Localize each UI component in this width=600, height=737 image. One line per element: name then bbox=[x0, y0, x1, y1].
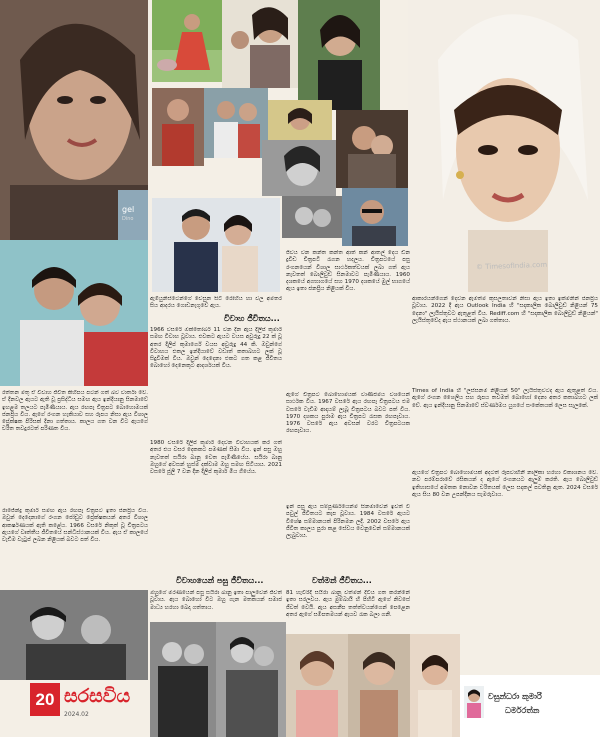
photo-woman-red-dress bbox=[152, 88, 204, 166]
article-text-center-2: ඇගේ චිත්‍රපට බොහොමයක් වාණිජමය වශයෙන් සාර්ථක විය. 1967 වසරේ ඇය රඟපෑ චිත්‍රපටය එම වසරේ වැඩිම ආදායම් ලැබූ චිත්‍රපටය බවට පත් විය. 1970 දශකය පුරාම ඇය චිත්‍රපට රැසක රඟපෑවාය. 1976 වසරේ ඇය අවසන් වරට චිත්‍රපටයක රඟපෑවාය. bbox=[286, 392, 410, 435]
heading-final-life: වත්මන් ජීවිතය... bbox=[312, 576, 372, 585]
photo-elder-woman-3 bbox=[410, 634, 460, 737]
issue-date: 2024.02 bbox=[64, 711, 89, 718]
article-text-left-1: රත්තන මතු ඒ විවාහ ජීවිත කිහිපය පටන් ගත් බව වාර්තා වේ. ඒ දිනවල ඇයට ඇති වූ ප්‍රසිද්ධිය සමඟ ඇය ඉන්දියානු සිනමාවේ ඉහළම තලයට පැමිණියාය. ඇය රඟපෑ චිත්‍රපට බොහොමයක් ජනප්‍රිය විය. ඇගේ රංගන හැකියාව සහ රූපය නිසා ඇය විශාල ප්‍රේක්ෂක පිරිසක් දිනා ගත්තාය. කාලය ගත වන විට ඇයගේ චරිත තවදුරටත් පරිණත විය. bbox=[2, 390, 148, 433]
article-text-center-3: ඉන් පසු ඇය සම්පූර්ණයෙන්ම සිනමාවෙන් ඉවත් වී පවුල් ජීවිතයට කැප වූවාය. 1984 වසරේ ඇයට විශේෂ සම්මානයක් පිරිනමන ලදී. 2002 වසරේ ඇය ජීවිත කාලය පුරා කළ සේවය වෙනුවෙන් සම්මානයක් ලැබුවාය. bbox=[286, 504, 410, 540]
photo-woman-yellow bbox=[268, 100, 332, 144]
article-text-center-1: ජීවය වන කන්ත කන්ත ආත් කන් ආතල් දෙය ඩින ද්‍රවිඩ චිත්‍රපටි රැගන හදලය. චිත්‍රපටයේ පසු රංගනයෙන් විශාල සාර්ථකත්වයක් ලබා ගත් ඇය නැවතත් බොලිවුඩ් සිනමාවට පැමිණියාය. 1960 දශකයේ අගභාගයේ සහ 1970 දශකයේ මුල් භාගයේ ඇය ඉතා ජනප්‍රිය නිළියක් විය. bbox=[286, 250, 410, 293]
article-text-center-4: 81 හැවිරිදි සයිරා බානු වත්මන් දිවිය ගත කරන්නේ ඉතා සරලවය. ඇය මුම්බායි හි පිහිටි ඇගේ නිවසේ ජීවත් වෙයි. ඇය අසනීප තත්ත්වයන්ගෙන් පෙළෙන අතර ඇගේ සමීපතමයන් ඇයව රැක බලා ගනී. bbox=[286, 590, 410, 618]
author-name-line2: ධර්මරත්න bbox=[505, 706, 540, 715]
page-number-badge: 20 bbox=[30, 683, 60, 716]
photo-couple-bw-small bbox=[282, 196, 342, 238]
author-avatar bbox=[464, 686, 484, 718]
photo-portrait-top-left bbox=[0, 0, 148, 240]
author-name-line1: වසුන්ධරා කුමාරි bbox=[488, 692, 542, 701]
article-text-mid-4: ඔහුගේ මරණයෙන් පසු සයිරා බානු ඉතා පාලුවෙන් ජීවත් වූවාය. ඇය බොහෝ විට ඔහු ගැන මතකයන් සමාජ මාධ්‍ය හරහා බෙදා ගත්තාය. bbox=[150, 590, 282, 611]
photo-couple-bw-bottom bbox=[0, 590, 148, 680]
photo-man-glasses bbox=[342, 188, 408, 246]
magazine-title: සරසවිය bbox=[64, 686, 131, 707]
photo-woman-dark-dress bbox=[298, 0, 380, 110]
article-text-mid-1: ඇමියුනිස්ටෙන්ගේ වෙසුන සිටි රෝහිය හා වල අමතර සිය ආදරය ගොඩනැගුවේ ඇය. bbox=[150, 296, 282, 310]
heading-marriage-life: විවාහ ජීවිතය... bbox=[224, 314, 280, 323]
article-text-right-3: ඇයගේ චිත්‍රපට බොහොමයක් අදටත් රූපවාහිනී නාලිකා හරහා විකාශනය වේ. නව පරම්පරාවේ රසිකයන් ද ඇගේ රංගනයට ඇලුම් කරති. ඇය බොලිවුඩ් ඉතිහාසයේ අමතක නොවන චරිතයක් ලෙස සදාකල් පවතිනු ඇත. 2024 වසරේ ඇය සිය 80 වන උපන්දිනය සැමරුවාය. bbox=[412, 470, 598, 498]
photo-elder-woman-2 bbox=[348, 634, 410, 737]
photo-portrait-large-right bbox=[408, 0, 600, 292]
photo-elder-woman-1 bbox=[286, 634, 348, 737]
article-text-mid-3: 1980 වසරේ දිලිප් කුමාර් දෙවන විවාහයක් කර ගත් අතර එය වසර දෙකකට පමණක් සීමා විය. ඉන් පසු ඔහු නැවතත් සයිරා බානු වෙත පැමිණියේය. සයිරා බානු ඔහුගේ අවසන් හුස්ම දක්වාම ඔහු සමඟ සිටියාය. 2021 වසරේ ජූලි 7 වන දින දිලිප් කුමාර් මිය ගියේය. bbox=[150, 440, 282, 476]
photo-couple-embrace bbox=[336, 110, 408, 188]
photo-group-bw-1 bbox=[150, 622, 216, 737]
photo-dancer bbox=[152, 0, 222, 82]
article-text-left-2: රාජේන්ද්‍ර කුමාර් සමඟ ඇය රඟපෑ චිත්‍රපට ඉතා ජනප්‍රිය විය. ඔවුන් දෙදෙනාගේ රංගන ජෝඩුව ප්‍රේක්ෂකයන් අතර විශාල ආකර්ෂණයක් ඇති කළේය. 1966 වසරේ නිකුත් වූ චිත්‍රපටය ඇයගේ වෘත්තීය ජීවිතයේ සන්ධිස්ථානයක් විය. ඇය ඒ කාලයේ වැඩිම වැටුප් ලබන නිළියක් බවට පත් විය. bbox=[2, 508, 148, 544]
article-text-right-1: ආකාරයන්ගෙන් දෙවන ඇමත්ම කුසලතාවන් නිසා ඇය ඉතා ඉක්මනින් ජනප්‍රිය වූවාය. 2022 දී ඇය Outlook India හි "සදාකාලික බොලිවුඩ් නිළියන් 75 දෙනා" ලැයිස්තුවට ඇතුළත් විය. Rediff.com හි "සදාකාලික බොලිවුඩ් නිළියන්" ලැයිස්තුවේද ඇය ස්ථානයක් ලබා ගත්තාය. bbox=[412, 296, 598, 324]
photo-couple-romantic bbox=[0, 240, 148, 386]
photo-couple-outdoor bbox=[204, 88, 268, 158]
photo-label-dino: Dino bbox=[122, 216, 134, 222]
watermark-text: © TimesofIndia.com bbox=[475, 260, 548, 272]
photo-woman-bw bbox=[262, 140, 336, 196]
photo-label-gel: gel bbox=[122, 205, 135, 214]
photo-couple-bw-2 bbox=[216, 622, 286, 737]
photo-wedding-couple bbox=[152, 198, 280, 292]
heading-marriage-life-2: විවාහයෙන් පසු ජීවිතය... bbox=[176, 576, 264, 585]
photo-couple-small bbox=[222, 0, 298, 88]
article-text-mid-2: 1966 වසරේ ඔක්තෝබර් 11 වන දින ඇය දිලිප් කුමාර් සමඟ විවාහ වූවාය. එවකට ඇයට වයස අවුරුදු 22 ක් වූ අතර දිලිප් කුමාර්ගේ වයස අවුරුදු 44 කි. ඔවුන්ගේ විවාහය එකල ඉන්දියාවේ වඩාත් කතාබහට ලක් වූ සිදුවීමක් විය. ඔවුන් දෙදෙනා එකට ගත කළ ජීවිතය බොහෝ දෙනෙකුට ආදර්ශයක් විය. bbox=[150, 327, 282, 370]
article-text-right-2: Times of India හි "ලස්සනම නිළියන් 50" ලැයිස්තුවටද ඇය ඇතුළත් විය. ඇගේ රංගන ශෛලිය සහ රූපය තවමත් බොහෝ දෙනා අතර කතාබහට ලක් වේ. ඇය ඉන්දියානු සිනමාවේ ස්වර්ණමය යුගයේ සංකේතයක් ලෙස සැලකේ. bbox=[412, 388, 598, 409]
